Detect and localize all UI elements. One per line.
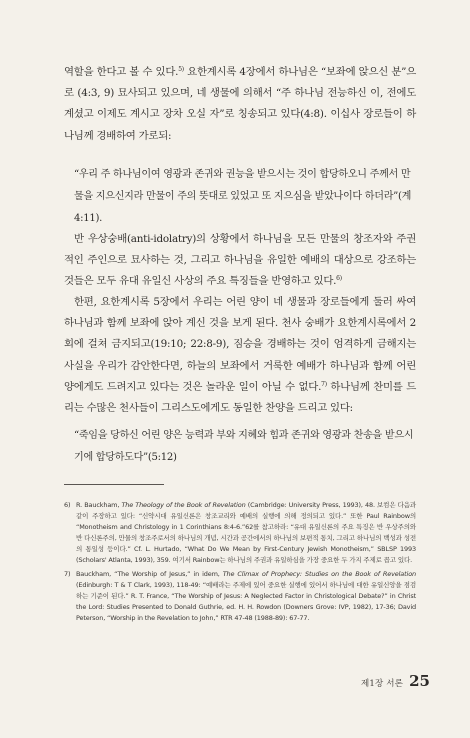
paragraph-1-text-b: 요한계시록 4장에서 하나님은 “보좌에 앉으신 분”으로 (4:3, 9) 묘사되고 있으며, 네 생물에 의해서 “주 하나님 전능하신 이, 전에도 계셨고 이제도 계시고 장차 오실 자”로 칭송되고 있다(4:8). 이십사 장로들이 하나님께 경배하여 가로되: [64, 66, 416, 142]
paragraph-1 [64, 62, 416, 147]
footnote-text [76, 569, 416, 624]
footnote-7-pre: Bauckham, “The Worship of Jesus,” in idem, [76, 570, 223, 578]
footnote-text [76, 500, 416, 566]
quote-1-text: “우리 주 하나님이여 영광과 존귀와 권능을 받으시는 것이 합당하오니 주께서 만물을 지으신지라 만물이 주의 뜻대로 있었고 또 지으심을 받았나이다 하더라”(계 4:11). [74, 169, 412, 224]
footnote-7 [64, 569, 416, 624]
footnote-ref-7: 7) [321, 380, 327, 388]
footnote-number: 7) [64, 570, 71, 578]
footnote-7-title: The Climax of Prophecy: Studies on the Book of Revelation [222, 570, 416, 578]
quote-2-text: “죽임을 당하신 어린 양은 능력과 부와 지혜와 힘과 존귀와 영광과 찬송을 받으시기에 합당하도다”(5:12) [74, 430, 414, 463]
quote-block-1 [74, 164, 414, 230]
footnote-ref-5: 5) [178, 66, 184, 73]
footnote-divider [64, 484, 164, 485]
page-footer [361, 672, 430, 690]
footnote-6 [64, 500, 416, 566]
quote-block-2 [74, 425, 414, 469]
footnote-6-pre: R. Bauckham, [76, 501, 122, 509]
paragraph-2 [64, 229, 416, 293]
chapter-title: 제1장 서론 [360, 679, 404, 689]
footnotes [64, 500, 416, 627]
footnote-number: 6) [64, 501, 71, 509]
paragraph-2-text: 반 우상숭배(anti-idolatry)의 상황에서 하나님을 모든 만물의 창조자와 주권적인 주인으로 묘사하는 것, 그리고 하나님을 유일한 예배의 대상으로 강조하는 것들은 모두 유대 유일신 사상의 주요 특징들을 반영하고 있다. [64, 233, 416, 288]
footnote-6-post: (Cambridge: University Press, 1993), 48. 보컴은 다음과 같이 주장하고 있다: “신약시대 유일신론은 창조교리와 예배의 실행에 의해 정의되고 있다.” 또한 Paul Rainbow의 “Monotheism and Christology in 1 Corinthians 8:4-6.”62를 참고하라: “유대 유일신론의 주요 특징은 반 우상주의와 반 다신론주의, 만물의 창조주로서의 하나님의 개념, 시간과 공간에서의 하나님의 보편적 통치, 그리고 하나님의 백성과 성전의 통일성 등이다.” Cf. L. Hurtado, “What Do We Mean by First-Century Jewish Monotheism,” SBLSP 1993 (Scholars' Atlanta, 1993), 359. 여기서 Rainbow는 하나님의 주권과 유일하심을 가장 중요한 두 가지 주제로 꼽고 있다. [76, 501, 416, 564]
footnote-ref-6: 6) [336, 275, 342, 283]
footnote-7-post: (Edinburgh: T & T Clark, 1993), 118-49: “예배라는 주제에 있어 중요한 실행에 있어서 하나님에 대한 유일신앙을 점검하는 기준이 된다.” R. T. France, “The Worship of Jesus: A Neglected Factor in Christological Debate?” in Christ the Lord: Studies Presented to Donald Guthrie, ed. H. H. Rowdon (Downers Grove: IVP, 1982), 17-36; David Peterson, “Worship in the Revelation to John,” RTR 47-48 (1988-89): 67-77. [76, 581, 416, 622]
paragraph-3 [64, 292, 416, 419]
paragraph-1-text-a: 역할을 한다고 볼 수 있다. [64, 66, 179, 78]
paragraph-3-text-b: 하나님께 찬미를 드리는 수많은 천사들이 그리스도에게도 동일한 찬양을 드리고 있다: [64, 380, 416, 415]
footnote-6-title: The Theology of the Book of Revelation [121, 501, 246, 509]
paragraph-3-text-a: 한편, 요한계시록 5장에서 우리는 어린 양이 네 생물과 장로들에게 둘러 싸여 하나님과 함께 보좌에 앉아 계신 것을 보게 된다. 천사 숭배가 요한계시록에서 2회에 걸쳐 금지되고(19:10; 22:8-9), 짐승을 경배하는 것이 엄격하게 금해지는 사실을 우리가 감안한다면, 하늘의 보좌에서 거룩한 예배가 하나님과 함께 어린 양에게도 드려지고 있다는 것은 놀라운 일이 아닐 수 없다. [64, 296, 416, 393]
page-number: 25 [409, 672, 430, 690]
